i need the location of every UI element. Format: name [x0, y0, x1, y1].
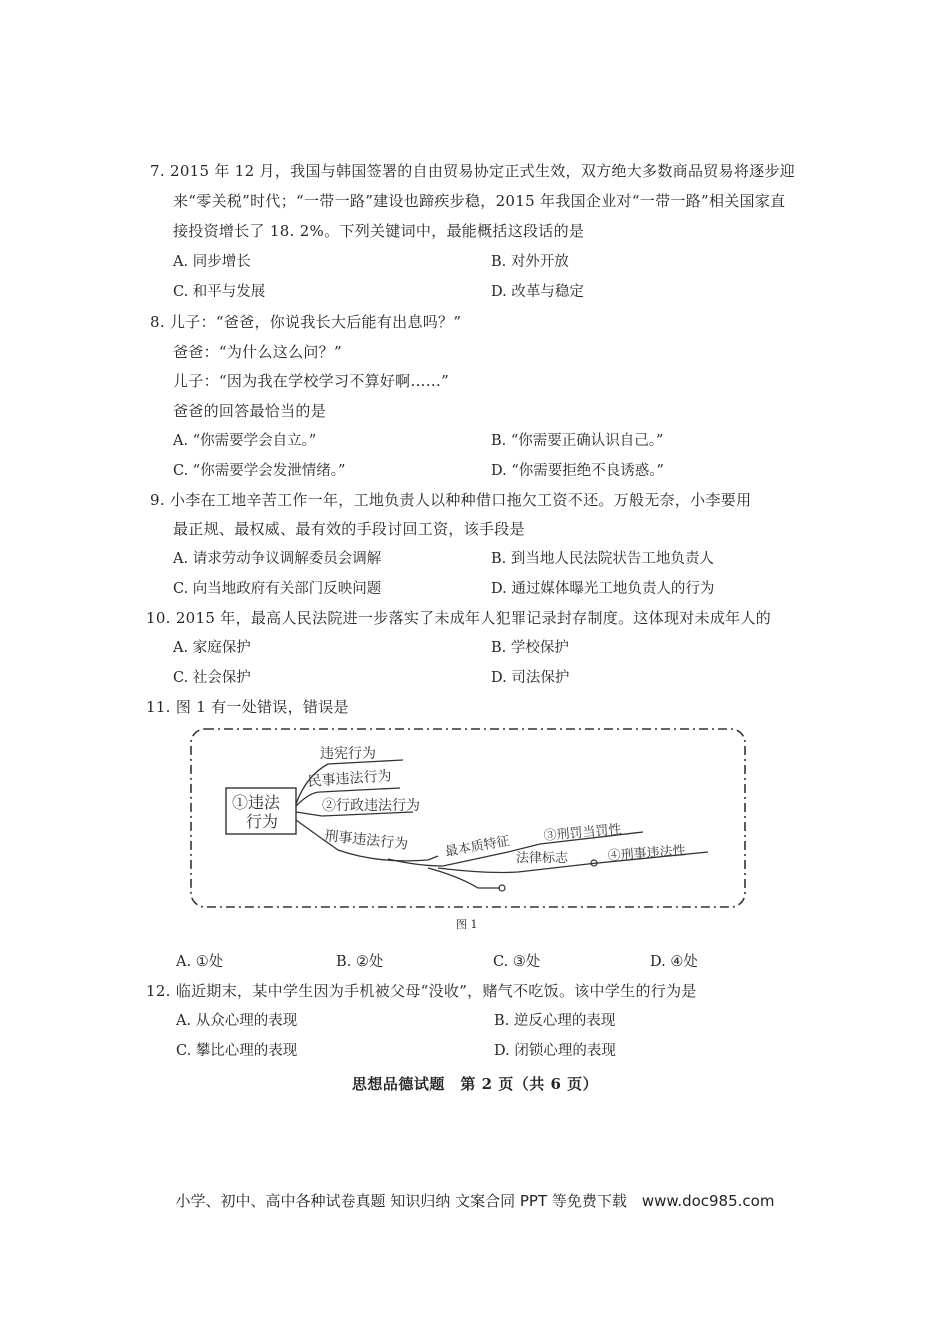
q11-option-c: C. ③处 [493, 954, 541, 970]
q12-option-c: C. 攀比心理的表现 [176, 1043, 298, 1059]
q11-option-b: B. ②处 [336, 954, 384, 970]
q11-option-a: A. ①处 [176, 954, 224, 970]
q7-option-c: C. 和平与发展 [173, 284, 266, 300]
q10-line-1: 10. 2015 年，最高人民法院进一步落实了未成年人犯罪记录封存制度。这体现对未成年人的 [146, 609, 772, 627]
q10-option-a: A. 家庭保护 [173, 640, 251, 656]
sub-label-1: 最本质特征 [444, 833, 511, 860]
sub-label-2: 法律标志 [516, 851, 569, 866]
q7-option-a: A. 同步增长 [173, 254, 251, 270]
q9-line-1: 9. 小李在工地辛苦工作一年，工地负责人以种种借口拖欠工资不还。万般无奈，小李要用 [150, 491, 752, 509]
q7-option-d: D. 改革与稳定 [491, 284, 584, 300]
q12-option-a: A. 从众心理的表现 [176, 1013, 298, 1029]
q8-line-2: 爸爸：“为什么这么问？” [173, 343, 342, 361]
branch-label-2: 民事违法行为 [307, 768, 393, 790]
q9-line-2: 最正规、最权威、最有效的手段讨回工资，该手段是 [173, 520, 525, 538]
mind-map-diagram [188, 726, 748, 910]
q8-option-a: A. “你需要学会自立。” [173, 433, 317, 449]
q8-line-4: 爸爸的回答最恰当的是 [173, 402, 327, 420]
q7-option-b: B. 对外开放 [491, 254, 569, 270]
q8-option-b: B. “你需要正确认识自己。” [491, 433, 664, 449]
q8-option-c: C. “你需要学会发泄情绪。” [173, 463, 346, 479]
q9-option-a: A. 请求劳动争议调解委员会调解 [173, 551, 382, 567]
download-ad-text: 小学、初中、高中各种试卷真题 知识归纳 文案合同 PPT 等免费下载 www.doc985.com [175, 1192, 775, 1210]
q7-line-1: 7. 2015 年 12 月，我国与韩国签署的自由贸易协定正式生效，双方绝大多数商品贸易将逐步迎 [150, 162, 796, 180]
q8-line-1: 8. 儿子：“爸爸，你说我长大后能有出息吗？” [150, 313, 462, 331]
q7-line-2: 来“零关税”时代；“一带一路”建设也蹄疾步稳，2015 年我国企业对“一带一路”相关国家直 [173, 192, 786, 210]
q8-line-3: 儿子：“因为我在学校学习不算好啊……” [173, 372, 450, 390]
q9-option-c: C. 向当地政府有关部门反映问题 [173, 581, 382, 597]
root-label-line1: ①违法 [232, 793, 281, 812]
q12-line-1: 12. 临近期末，某中学生因为手机被父母“没收”，赌气不吃饭。该中学生的行为是 [146, 982, 697, 1000]
figure-caption: 图 1 [456, 918, 478, 931]
q11-line-1: 11. 图 1 有一处错误，错误是 [146, 698, 349, 716]
leaf-label-2: ④刑事违法性 [607, 843, 687, 864]
branch-label-3: ②行政违法行为 [322, 798, 420, 814]
q8-option-d: D. “你需要拒绝不良诱惑。” [491, 463, 664, 479]
leaf-label-1: ③刑罚当罚性 [543, 822, 623, 844]
q9-option-d: D. 通过媒体曝光工地负责人的行为 [491, 581, 715, 597]
branch-label-4: 刑事违法行为 [323, 828, 409, 853]
q7-line-3: 接投资增长了 18. 2%。下列关键词中，最能概括这段话的是 [173, 222, 585, 240]
root-label-line2: 行为 [246, 812, 279, 831]
branch-label-1: 违宪行为 [320, 746, 376, 762]
q12-option-d: D. 闭锁心理的表现 [494, 1043, 616, 1059]
q11-option-d: D. ④处 [650, 954, 698, 970]
page-footer: 思想品德试题 第 2 页（共 6 页） [351, 1075, 599, 1093]
q10-option-c: C. 社会保护 [173, 670, 251, 686]
q10-option-d: D. 司法保护 [491, 670, 570, 686]
q10-option-b: B. 学校保护 [491, 640, 569, 656]
q12-option-b: B. 逆反心理的表现 [494, 1013, 616, 1029]
q9-option-b: B. 到当地人民法院状告工地负责人 [491, 551, 714, 567]
